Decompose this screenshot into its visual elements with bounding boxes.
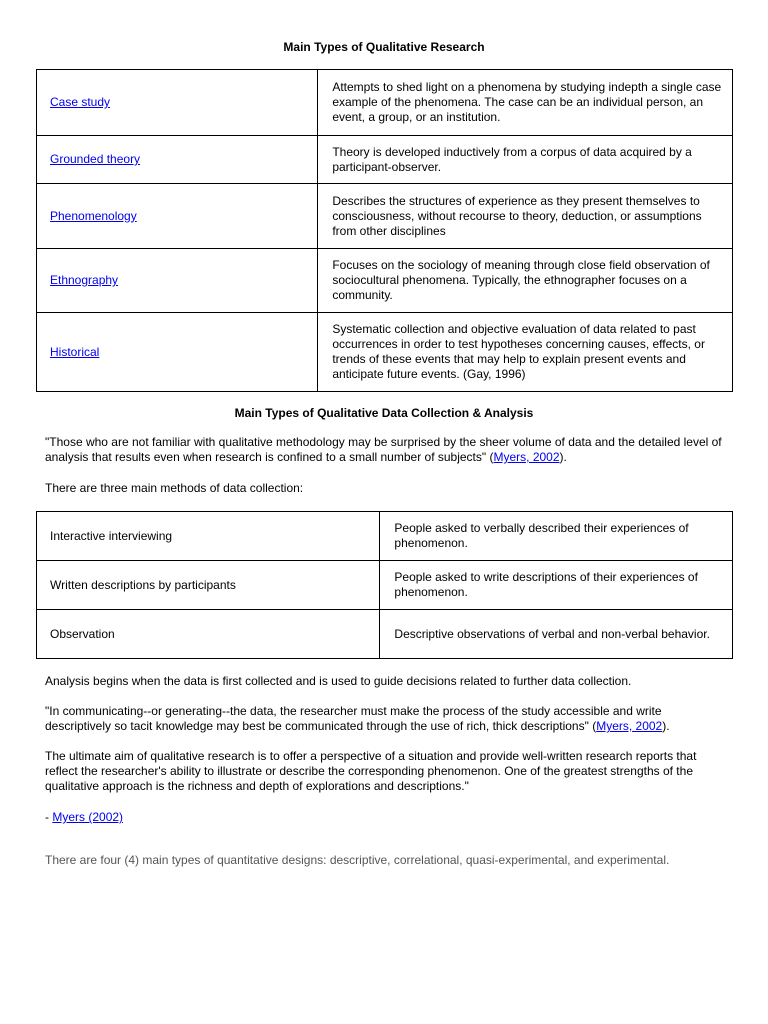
table-row [37, 136, 733, 184]
methods-intro: There are three main methods of data collection: [45, 481, 304, 495]
aim-paragraph: The ultimate aim of qualitative research is to offer a perspective of a situation and provide well-written research reports that reflect the researcher's ability to illustrate or describe the corresponding phenomenon. One of the greatest strengths of the qualitative approach is the richness and depth of explorations and descriptions." [45, 749, 697, 793]
table-cell: Written descriptions by participants [37, 561, 380, 610]
table-cell: Interactive interviewing [37, 512, 380, 561]
ethnography-link[interactable]: Ethnography [50, 273, 119, 287]
attribution: - Myers (2002) [45, 810, 124, 824]
table-cell: Systematic collection and objective evaluation of data related to past occurrences in order to test hypotheses concerning causes, effects, or trends of these events that may help to explain present events and anticipate future events. (Gay, 1996) [318, 313, 733, 392]
analysis-paragraph: Analysis begins when the data is first collected and is used to guide decisions related to further data collection. [45, 674, 632, 688]
table-cell: Theory is developed inductively from a corpus of data acquired by a participant-observer. [318, 136, 733, 184]
quantitative-note: There are four (4) main types of quantitative designs: descriptive, correlational, quasi-experimental, and experimental. [45, 853, 670, 867]
table-cell: Observation [37, 610, 380, 659]
table-row [37, 512, 733, 561]
phenomenology-link[interactable]: Phenomenology [50, 208, 137, 223]
case-study-link[interactable]: Case study [50, 95, 111, 109]
data-collection-methods-table [36, 511, 733, 659]
table-cell: Describes the structures of experience as they present themselves to consciousness, without recourse to theory, deduction, or assumptions from other disciplines [318, 184, 733, 249]
table-row [37, 313, 733, 392]
table-row [37, 184, 733, 249]
table-row [37, 70, 733, 136]
historical-link[interactable]: Historical [50, 344, 100, 359]
table-row [37, 610, 733, 659]
table-cell: Descriptive observations of verbal and non-verbal behavior. [380, 610, 733, 659]
page-title: Main Types of Qualitative Research [283, 40, 485, 54]
section-title: Main Types of Qualitative Data Collection & Analysis [234, 406, 534, 420]
myers-link[interactable]: Myers, 2002 [493, 450, 560, 464]
myers-link[interactable]: Myers, 2002 [596, 719, 663, 733]
table-cell: People asked to write descriptions of their experiences of phenomenon. [380, 561, 733, 610]
table-row [37, 561, 733, 610]
table-cell: Attempts to shed light on a phenomena by studying indepth a single case example of the phenomena. The case can be an individual person, an event, a group, or an institution. [318, 70, 733, 136]
myers-link[interactable]: Myers (2002) [52, 810, 124, 824]
table-row [37, 249, 733, 313]
quote-paragraph: "In communicating--or generating--the data, the researcher must make the process of the study accessible and write descriptively so tacit knowledge may best be communicated through the use of rich, thick descriptions" (Myers, 2002). [45, 704, 670, 733]
qualitative-types-table [36, 69, 733, 392]
table-cell: Focuses on the sociology of meaning through close field observation of sociocultural phenomena. Typically, the ethnographer focuses on a community. [318, 249, 733, 313]
grounded-theory-link[interactable]: Grounded theory [50, 152, 141, 166]
table-cell: People asked to verbally described their experiences of phenomenon. [380, 512, 733, 561]
quote-paragraph: "Those who are not familiar with qualitative methodology may be surprised by the sheer volume of data and the detailed level of analysis that results even when research is confined to a small number of subjects" (Myers, 2002). [45, 435, 722, 464]
